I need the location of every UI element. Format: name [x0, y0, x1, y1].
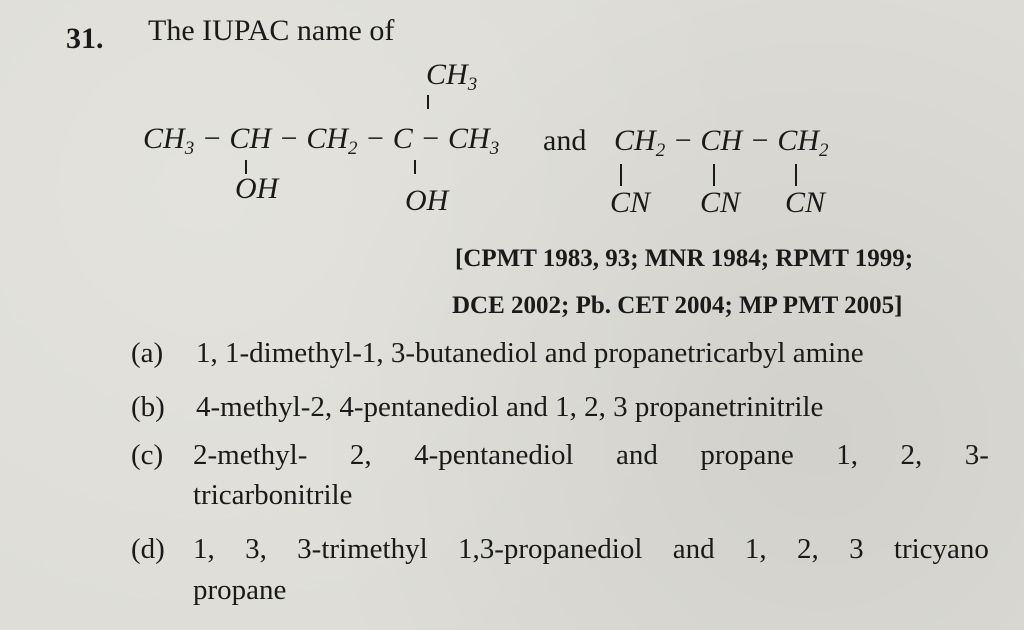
- hydroxyl-group-right: OH: [405, 184, 449, 217]
- option-b-text: 4-methyl-2, 4-pentanediol and 1, 2, 3 propanetrinitrile: [196, 391, 824, 423]
- conjunction-and: and: [543, 124, 587, 157]
- bond-vertical: [713, 164, 715, 186]
- nitrile-main-chain: $CH_2$ − CH − $CH_2$: [614, 124, 829, 161]
- bond-vertical: [427, 95, 429, 109]
- exam-references-line1: [CPMT 1983, 93; MNR 1984; RPMT 1999;: [455, 245, 914, 272]
- option-c-text: 2-methyl- 2, 4-pentanediol and propane 1, 2, 3-: [193, 439, 989, 471]
- question-text: The IUPAC name of: [148, 14, 395, 47]
- option-d-text: 1, 3, 3-trimethyl 1,3-propanediol and 1, 2, 3 tricyano: [193, 533, 989, 565]
- hydroxyl-group-left: OH: [235, 172, 279, 205]
- question-number: 31.: [66, 22, 104, 55]
- option-b-label: (b): [131, 391, 165, 423]
- cyano-group: CN: [785, 186, 826, 219]
- exam-references-line2: DCE 2002; Pb. CET 2004; MP PMT 2005]: [452, 292, 903, 319]
- option-a-text: 1, 1-dimethyl-1, 3-butanediol and propanetricarbyl amine: [196, 337, 864, 369]
- bond-vertical: [414, 160, 416, 174]
- cyano-group: CN: [700, 186, 741, 219]
- option-d-label: (d): [131, 533, 165, 565]
- option-a-label: (a): [131, 337, 164, 369]
- option-c-label: (c): [131, 439, 164, 471]
- methyl-group-top: $CH_3$: [426, 58, 478, 95]
- option-d-continuation: propane: [193, 574, 287, 606]
- bond-vertical: [620, 164, 622, 186]
- option-c-continuation: tricarbonitrile: [193, 479, 353, 511]
- diol-main-chain: $CH_3$ − CH − $CH_2 - C - CH_3$: [143, 122, 500, 159]
- cyano-group: CN: [610, 186, 651, 219]
- bond-vertical: [795, 164, 797, 186]
